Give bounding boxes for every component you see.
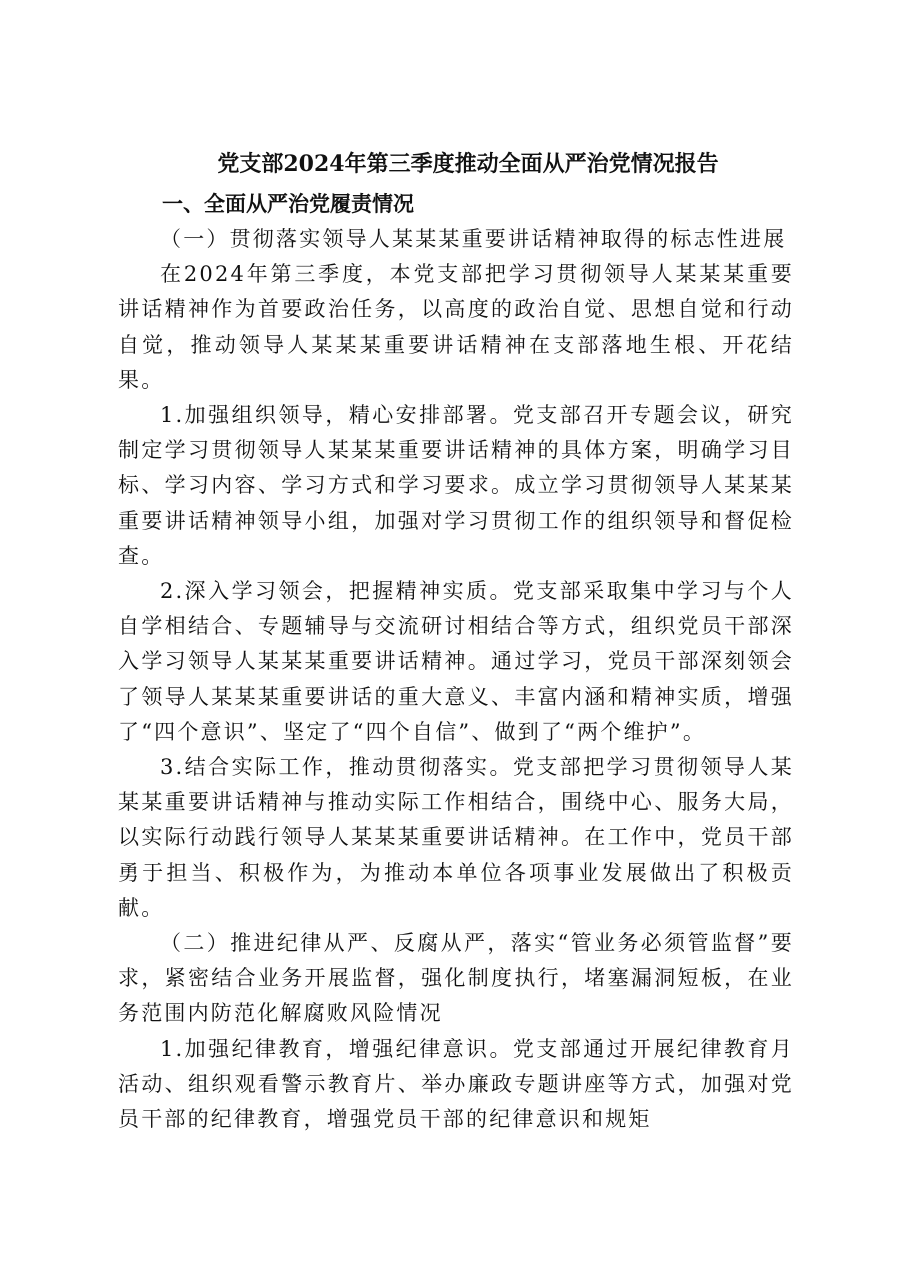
paragraph-item-2: 2.深入学习领会，把握精神实质。党支部采取集中学习与个人自学相结合、专题辅导与交流研讨相结合等方式，组织党员干部深入学习领导人某某某重要讲话精神。通过学习，党员干部深刻领会了领导人某某某重要讲话的重大意义、丰富内涵和精神实质，增强了“四个意识”、坚定了“四个自信”、做到了“两个维护”。	[118, 579, 794, 744]
paragraph-intro: 在2024年第三季度，本党支部把学习贯彻领导人某某某重要讲话精神作为首要政治任务，以高度的政治自觉、思想自觉和行动自觉，推动领导人某某某重要讲话精神在支部落地生根、开花结果。	[118, 262, 794, 392]
paragraph-item-1: 1.加强组织领导，精心安排部署。党支部召开专题会议，研究制定学习贯彻领导人某某某重要讲话精神的具体方案，明确学习目标、学习内容、学习方式和学习要求。成立学习贯彻领导人某某某重要讲话精神领导小组，加强对学习贯彻工作的组织领导和督促检查。	[118, 403, 794, 568]
document-page	[118, 144, 794, 1137]
subsection-heading: （二）推进纪律从严、反腐从严，落实“管业务必须管监督”要求，紧密结合业务开展监督，强化制度执行，堵塞漏洞短板，在业务范围内防范化解腐败风险情况	[118, 931, 794, 1026]
paragraph-item-3: 3.结合实际工作，推动贯彻落实。党支部把学习贯彻领导人某某某重要讲话精神与推动实际工作相结合，围绕中心、服务大局，以实际行动践行领导人某某某重要讲话精神。在工作中，党员干部勇于担当、积极作为，为推动本单位各项事业发展做出了积极贡献。	[118, 755, 794, 920]
subsection-heading: （一）贯彻落实领导人某某某重要讲话精神取得的标志性进展	[160, 227, 787, 251]
document-title: 党支部2024年第三季度推动全面从严治党情况报告	[217, 151, 719, 177]
paragraph-item-1: 1.加强纪律教育，增强纪律意识。党支部通过开展纪律教育月活动、组织观看警示教育片、举办廉政专题讲座等方式，加强对党员干部的纪律教育，增强党员干部的纪律意识和规矩	[118, 1036, 794, 1132]
section-heading: 一、全面从严治党履责情况	[162, 192, 414, 216]
